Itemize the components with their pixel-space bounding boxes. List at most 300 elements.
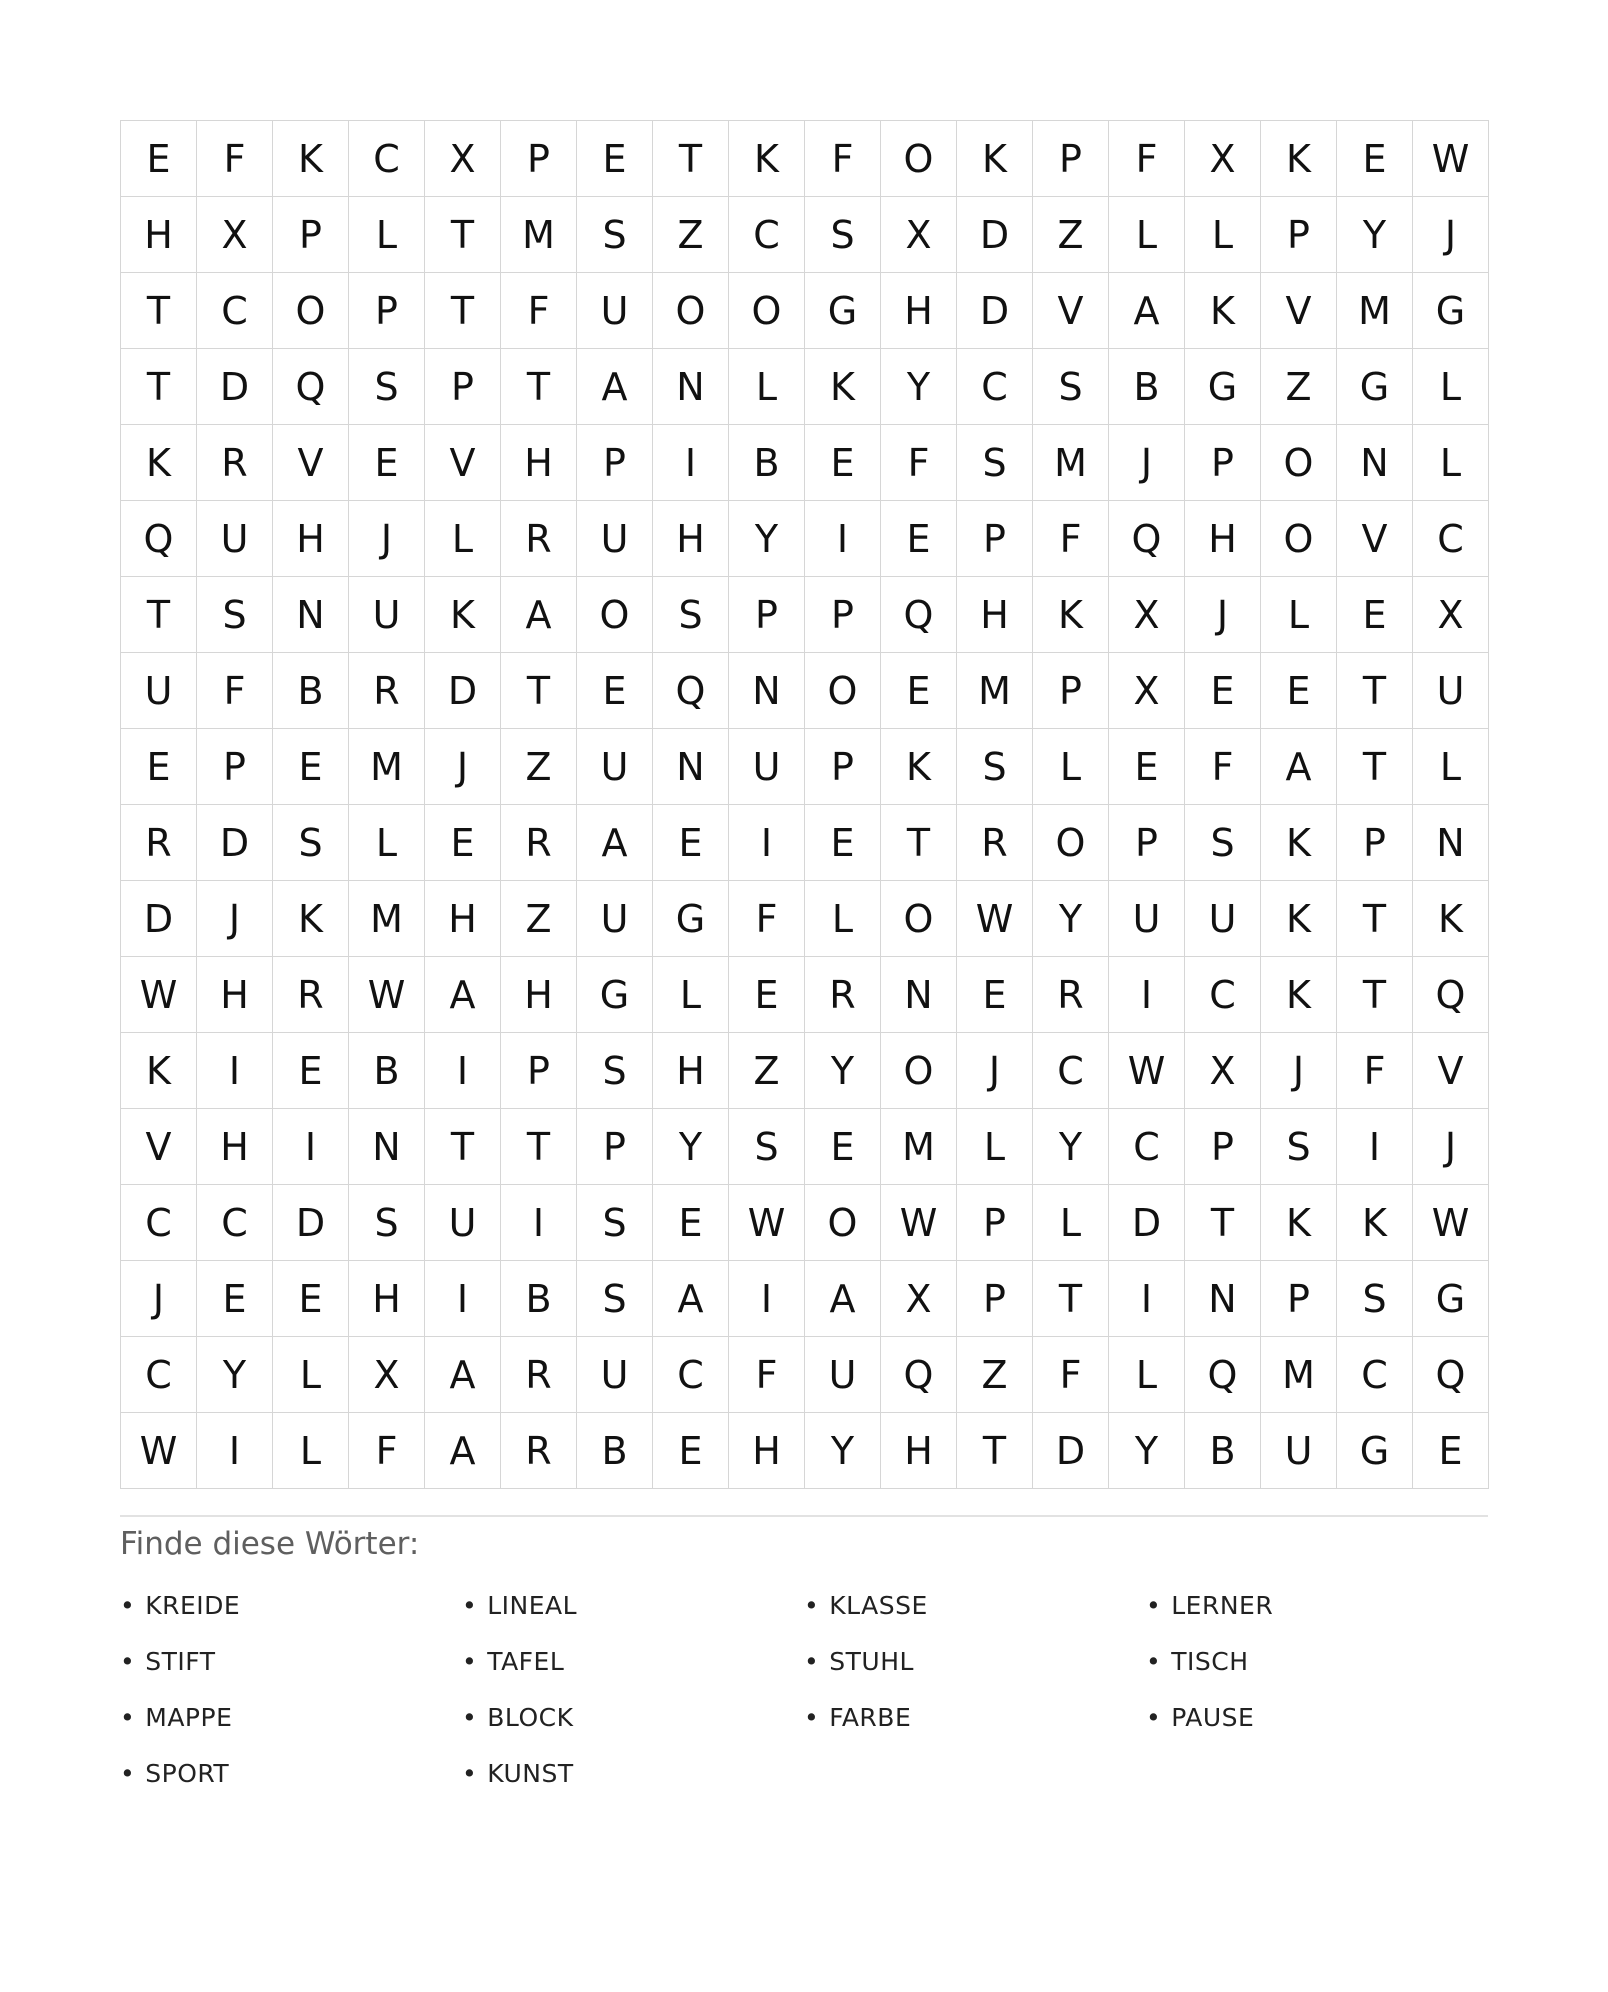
grid-cell[interactable]: H: [197, 1109, 273, 1185]
grid-cell[interactable]: D: [121, 881, 197, 957]
grid-cell[interactable]: N: [1413, 805, 1489, 881]
grid-cell[interactable]: X: [881, 1261, 957, 1337]
grid-cell[interactable]: T: [121, 349, 197, 425]
grid-cell[interactable]: K: [1261, 121, 1337, 197]
grid-cell[interactable]: O: [273, 273, 349, 349]
grid-cell[interactable]: Y: [1337, 197, 1413, 273]
grid-cell[interactable]: D: [1033, 1413, 1109, 1489]
grid-cell[interactable]: U: [805, 1337, 881, 1413]
grid-cell[interactable]: W: [957, 881, 1033, 957]
grid-cell[interactable]: F: [197, 653, 273, 729]
grid-cell[interactable]: R: [121, 805, 197, 881]
grid-cell[interactable]: F: [805, 121, 881, 197]
grid-cell[interactable]: R: [273, 957, 349, 1033]
grid-cell[interactable]: P: [425, 349, 501, 425]
grid-cell[interactable]: Y: [805, 1033, 881, 1109]
grid-cell[interactable]: Y: [1033, 1109, 1109, 1185]
grid-cell[interactable]: K: [805, 349, 881, 425]
grid-cell[interactable]: T: [1185, 1185, 1261, 1261]
grid-cell[interactable]: Z: [501, 881, 577, 957]
grid-cell[interactable]: L: [653, 957, 729, 1033]
grid-cell[interactable]: T: [121, 577, 197, 653]
grid-cell[interactable]: J: [1413, 1109, 1489, 1185]
grid-cell[interactable]: T: [501, 1109, 577, 1185]
grid-cell[interactable]: S: [577, 1185, 653, 1261]
grid-cell[interactable]: B: [1109, 349, 1185, 425]
grid-cell[interactable]: P: [805, 729, 881, 805]
grid-cell[interactable]: L: [1033, 1185, 1109, 1261]
grid-cell[interactable]: A: [1261, 729, 1337, 805]
grid-cell[interactable]: Y: [805, 1413, 881, 1489]
grid-cell[interactable]: O: [1033, 805, 1109, 881]
grid-cell[interactable]: I: [273, 1109, 349, 1185]
grid-cell[interactable]: Z: [501, 729, 577, 805]
grid-cell[interactable]: U: [577, 501, 653, 577]
grid-cell[interactable]: H: [425, 881, 501, 957]
grid-cell[interactable]: O: [881, 1033, 957, 1109]
grid-cell[interactable]: T: [425, 273, 501, 349]
grid-cell[interactable]: Q: [1413, 1337, 1489, 1413]
grid-cell[interactable]: S: [805, 197, 881, 273]
grid-cell[interactable]: W: [121, 1413, 197, 1489]
grid-cell[interactable]: N: [881, 957, 957, 1033]
grid-cell[interactable]: U: [1261, 1413, 1337, 1489]
grid-cell[interactable]: B: [349, 1033, 425, 1109]
grid-cell[interactable]: Q: [121, 501, 197, 577]
grid-cell[interactable]: O: [805, 1185, 881, 1261]
grid-cell[interactable]: A: [425, 1337, 501, 1413]
grid-cell[interactable]: C: [121, 1337, 197, 1413]
grid-cell[interactable]: T: [1033, 1261, 1109, 1337]
grid-cell[interactable]: I: [729, 1261, 805, 1337]
grid-cell[interactable]: I: [425, 1033, 501, 1109]
grid-cell[interactable]: O: [1261, 501, 1337, 577]
grid-cell[interactable]: S: [653, 577, 729, 653]
grid-cell[interactable]: X: [1109, 577, 1185, 653]
grid-cell[interactable]: Y: [1109, 1413, 1185, 1489]
grid-cell[interactable]: U: [121, 653, 197, 729]
grid-cell[interactable]: G: [653, 881, 729, 957]
grid-cell[interactable]: J: [957, 1033, 1033, 1109]
grid-cell[interactable]: H: [881, 273, 957, 349]
grid-cell[interactable]: F: [729, 1337, 805, 1413]
grid-cell[interactable]: S: [577, 1261, 653, 1337]
grid-cell[interactable]: D: [957, 273, 1033, 349]
grid-cell[interactable]: I: [1109, 1261, 1185, 1337]
grid-cell[interactable]: B: [1185, 1413, 1261, 1489]
grid-cell[interactable]: P: [577, 425, 653, 501]
grid-cell[interactable]: W: [349, 957, 425, 1033]
grid-cell[interactable]: Q: [653, 653, 729, 729]
grid-cell[interactable]: G: [577, 957, 653, 1033]
grid-cell[interactable]: C: [653, 1337, 729, 1413]
grid-cell[interactable]: P: [1185, 425, 1261, 501]
grid-cell[interactable]: H: [1185, 501, 1261, 577]
grid-cell[interactable]: C: [1033, 1033, 1109, 1109]
grid-cell[interactable]: W: [1413, 1185, 1489, 1261]
grid-cell[interactable]: F: [349, 1413, 425, 1489]
grid-cell[interactable]: C: [729, 197, 805, 273]
grid-cell[interactable]: C: [1413, 501, 1489, 577]
grid-cell[interactable]: L: [349, 805, 425, 881]
grid-cell[interactable]: K: [957, 121, 1033, 197]
grid-cell[interactable]: U: [1109, 881, 1185, 957]
grid-cell[interactable]: X: [349, 1337, 425, 1413]
grid-cell[interactable]: R: [957, 805, 1033, 881]
grid-cell[interactable]: E: [349, 425, 425, 501]
grid-cell[interactable]: E: [577, 653, 653, 729]
grid-cell[interactable]: V: [425, 425, 501, 501]
grid-cell[interactable]: O: [1261, 425, 1337, 501]
grid-cell[interactable]: J: [121, 1261, 197, 1337]
grid-cell[interactable]: P: [197, 729, 273, 805]
grid-cell[interactable]: A: [577, 349, 653, 425]
grid-cell[interactable]: T: [425, 197, 501, 273]
grid-cell[interactable]: C: [1109, 1109, 1185, 1185]
grid-cell[interactable]: F: [1337, 1033, 1413, 1109]
grid-cell[interactable]: W: [1109, 1033, 1185, 1109]
grid-cell[interactable]: C: [1337, 1337, 1413, 1413]
grid-cell[interactable]: E: [653, 1185, 729, 1261]
grid-cell[interactable]: M: [957, 653, 1033, 729]
grid-cell[interactable]: Q: [1413, 957, 1489, 1033]
grid-cell[interactable]: S: [273, 805, 349, 881]
grid-cell[interactable]: H: [349, 1261, 425, 1337]
grid-cell[interactable]: S: [1337, 1261, 1413, 1337]
grid-cell[interactable]: E: [273, 1261, 349, 1337]
grid-cell[interactable]: I: [729, 805, 805, 881]
grid-cell[interactable]: I: [1337, 1109, 1413, 1185]
grid-cell[interactable]: H: [957, 577, 1033, 653]
grid-cell[interactable]: L: [1033, 729, 1109, 805]
grid-cell[interactable]: K: [1185, 273, 1261, 349]
grid-cell[interactable]: X: [881, 197, 957, 273]
grid-cell[interactable]: Y: [1033, 881, 1109, 957]
grid-cell[interactable]: P: [1261, 1261, 1337, 1337]
grid-cell[interactable]: G: [1413, 273, 1489, 349]
grid-cell[interactable]: S: [577, 1033, 653, 1109]
grid-cell[interactable]: S: [1185, 805, 1261, 881]
grid-cell[interactable]: Q: [1185, 1337, 1261, 1413]
grid-cell[interactable]: V: [1413, 1033, 1489, 1109]
grid-cell[interactable]: P: [957, 501, 1033, 577]
grid-cell[interactable]: M: [1337, 273, 1413, 349]
grid-cell[interactable]: A: [805, 1261, 881, 1337]
grid-cell[interactable]: P: [577, 1109, 653, 1185]
grid-cell[interactable]: T: [501, 653, 577, 729]
grid-cell[interactable]: S: [957, 425, 1033, 501]
grid-cell[interactable]: D: [273, 1185, 349, 1261]
grid-cell[interactable]: F: [501, 273, 577, 349]
grid-cell[interactable]: J: [1185, 577, 1261, 653]
grid-cell[interactable]: L: [1261, 577, 1337, 653]
grid-cell[interactable]: P: [501, 1033, 577, 1109]
grid-cell[interactable]: X: [1109, 653, 1185, 729]
grid-cell[interactable]: O: [577, 577, 653, 653]
grid-cell[interactable]: R: [349, 653, 425, 729]
grid-cell[interactable]: P: [957, 1185, 1033, 1261]
grid-cell[interactable]: H: [273, 501, 349, 577]
grid-cell[interactable]: J: [1109, 425, 1185, 501]
grid-cell[interactable]: L: [425, 501, 501, 577]
grid-cell[interactable]: S: [577, 197, 653, 273]
grid-cell[interactable]: P: [729, 577, 805, 653]
grid-cell[interactable]: U: [577, 273, 653, 349]
grid-cell[interactable]: O: [653, 273, 729, 349]
grid-cell[interactable]: E: [1337, 121, 1413, 197]
grid-cell[interactable]: X: [1413, 577, 1489, 653]
grid-cell[interactable]: H: [881, 1413, 957, 1489]
grid-cell[interactable]: A: [653, 1261, 729, 1337]
grid-cell[interactable]: A: [1109, 273, 1185, 349]
grid-cell[interactable]: P: [349, 273, 425, 349]
grid-cell[interactable]: L: [729, 349, 805, 425]
grid-cell[interactable]: P: [273, 197, 349, 273]
grid-cell[interactable]: B: [501, 1261, 577, 1337]
grid-cell[interactable]: U: [1413, 653, 1489, 729]
grid-cell[interactable]: L: [805, 881, 881, 957]
grid-cell[interactable]: J: [1261, 1033, 1337, 1109]
grid-cell[interactable]: F: [881, 425, 957, 501]
grid-cell[interactable]: E: [273, 1033, 349, 1109]
grid-cell[interactable]: S: [349, 1185, 425, 1261]
grid-cell[interactable]: P: [1261, 197, 1337, 273]
grid-cell[interactable]: E: [273, 729, 349, 805]
grid-cell[interactable]: F: [197, 121, 273, 197]
grid-cell[interactable]: E: [1261, 653, 1337, 729]
grid-cell[interactable]: D: [197, 349, 273, 425]
grid-cell[interactable]: K: [1413, 881, 1489, 957]
grid-cell[interactable]: E: [1109, 729, 1185, 805]
grid-cell[interactable]: P: [1109, 805, 1185, 881]
grid-cell[interactable]: U: [349, 577, 425, 653]
grid-cell[interactable]: E: [805, 425, 881, 501]
grid-cell[interactable]: E: [729, 957, 805, 1033]
grid-cell[interactable]: D: [197, 805, 273, 881]
grid-cell[interactable]: H: [197, 957, 273, 1033]
grid-cell[interactable]: N: [273, 577, 349, 653]
grid-cell[interactable]: G: [1337, 349, 1413, 425]
grid-cell[interactable]: L: [957, 1109, 1033, 1185]
grid-cell[interactable]: G: [1337, 1413, 1413, 1489]
grid-cell[interactable]: L: [1413, 425, 1489, 501]
grid-cell[interactable]: Q: [881, 577, 957, 653]
grid-cell[interactable]: L: [273, 1337, 349, 1413]
grid-cell[interactable]: A: [501, 577, 577, 653]
grid-cell[interactable]: Y: [653, 1109, 729, 1185]
grid-cell[interactable]: B: [273, 653, 349, 729]
grid-cell[interactable]: P: [1337, 805, 1413, 881]
grid-cell[interactable]: P: [1033, 653, 1109, 729]
grid-cell[interactable]: Q: [1109, 501, 1185, 577]
grid-cell[interactable]: E: [881, 653, 957, 729]
grid-cell[interactable]: M: [349, 729, 425, 805]
grid-cell[interactable]: G: [805, 273, 881, 349]
grid-cell[interactable]: C: [957, 349, 1033, 425]
grid-cell[interactable]: X: [197, 197, 273, 273]
grid-cell[interactable]: L: [1109, 197, 1185, 273]
grid-cell[interactable]: U: [577, 881, 653, 957]
grid-cell[interactable]: F: [1185, 729, 1261, 805]
grid-cell[interactable]: E: [425, 805, 501, 881]
grid-cell[interactable]: E: [881, 501, 957, 577]
grid-cell[interactable]: W: [1413, 121, 1489, 197]
grid-cell[interactable]: C: [197, 1185, 273, 1261]
grid-cell[interactable]: L: [1185, 197, 1261, 273]
grid-cell[interactable]: J: [425, 729, 501, 805]
grid-cell[interactable]: N: [349, 1109, 425, 1185]
grid-cell[interactable]: E: [653, 805, 729, 881]
grid-cell[interactable]: V: [121, 1109, 197, 1185]
grid-cell[interactable]: X: [425, 121, 501, 197]
grid-cell[interactable]: V: [1337, 501, 1413, 577]
grid-cell[interactable]: X: [1185, 121, 1261, 197]
grid-cell[interactable]: T: [425, 1109, 501, 1185]
grid-cell[interactable]: I: [805, 501, 881, 577]
grid-cell[interactable]: Z: [729, 1033, 805, 1109]
grid-cell[interactable]: M: [881, 1109, 957, 1185]
grid-cell[interactable]: F: [1109, 121, 1185, 197]
grid-cell[interactable]: Z: [957, 1337, 1033, 1413]
grid-cell[interactable]: N: [653, 349, 729, 425]
grid-cell[interactable]: W: [881, 1185, 957, 1261]
grid-cell[interactable]: E: [577, 121, 653, 197]
grid-cell[interactable]: K: [1261, 957, 1337, 1033]
grid-cell[interactable]: E: [957, 957, 1033, 1033]
grid-cell[interactable]: N: [729, 653, 805, 729]
grid-cell[interactable]: Z: [1033, 197, 1109, 273]
grid-cell[interactable]: U: [729, 729, 805, 805]
grid-cell[interactable]: M: [1261, 1337, 1337, 1413]
grid-cell[interactable]: L: [1109, 1337, 1185, 1413]
grid-cell[interactable]: Q: [273, 349, 349, 425]
grid-cell[interactable]: A: [577, 805, 653, 881]
grid-cell[interactable]: M: [349, 881, 425, 957]
grid-cell[interactable]: V: [1261, 273, 1337, 349]
grid-cell[interactable]: P: [501, 121, 577, 197]
grid-cell[interactable]: I: [501, 1185, 577, 1261]
grid-cell[interactable]: O: [729, 273, 805, 349]
grid-cell[interactable]: G: [1185, 349, 1261, 425]
grid-cell[interactable]: K: [425, 577, 501, 653]
grid-cell[interactable]: T: [881, 805, 957, 881]
grid-cell[interactable]: K: [1261, 1185, 1337, 1261]
grid-cell[interactable]: J: [349, 501, 425, 577]
grid-cell[interactable]: G: [1413, 1261, 1489, 1337]
grid-cell[interactable]: E: [121, 121, 197, 197]
grid-cell[interactable]: N: [1337, 425, 1413, 501]
grid-cell[interactable]: I: [197, 1413, 273, 1489]
grid-cell[interactable]: C: [1185, 957, 1261, 1033]
grid-cell[interactable]: I: [197, 1033, 273, 1109]
grid-cell[interactable]: W: [729, 1185, 805, 1261]
grid-cell[interactable]: D: [425, 653, 501, 729]
grid-cell[interactable]: Q: [881, 1337, 957, 1413]
grid-cell[interactable]: K: [121, 425, 197, 501]
grid-cell[interactable]: E: [197, 1261, 273, 1337]
grid-cell[interactable]: E: [121, 729, 197, 805]
grid-cell[interactable]: M: [1033, 425, 1109, 501]
grid-cell[interactable]: K: [121, 1033, 197, 1109]
grid-cell[interactable]: R: [197, 425, 273, 501]
grid-cell[interactable]: K: [1261, 881, 1337, 957]
grid-cell[interactable]: P: [805, 577, 881, 653]
grid-cell[interactable]: K: [1337, 1185, 1413, 1261]
grid-cell[interactable]: I: [1109, 957, 1185, 1033]
grid-cell[interactable]: H: [501, 957, 577, 1033]
grid-cell[interactable]: E: [653, 1413, 729, 1489]
grid-cell[interactable]: B: [577, 1413, 653, 1489]
grid-cell[interactable]: O: [881, 121, 957, 197]
grid-cell[interactable]: T: [1337, 653, 1413, 729]
grid-cell[interactable]: Z: [653, 197, 729, 273]
grid-cell[interactable]: F: [1033, 1337, 1109, 1413]
grid-cell[interactable]: H: [729, 1413, 805, 1489]
grid-cell[interactable]: K: [273, 881, 349, 957]
grid-cell[interactable]: A: [425, 957, 501, 1033]
grid-cell[interactable]: S: [1261, 1109, 1337, 1185]
grid-cell[interactable]: P: [957, 1261, 1033, 1337]
grid-cell[interactable]: P: [1185, 1109, 1261, 1185]
grid-cell[interactable]: T: [1337, 729, 1413, 805]
grid-cell[interactable]: F: [1033, 501, 1109, 577]
grid-cell[interactable]: R: [501, 501, 577, 577]
grid-cell[interactable]: E: [805, 805, 881, 881]
grid-cell[interactable]: K: [1261, 805, 1337, 881]
grid-cell[interactable]: N: [1185, 1261, 1261, 1337]
grid-cell[interactable]: T: [501, 349, 577, 425]
grid-cell[interactable]: O: [881, 881, 957, 957]
grid-cell[interactable]: E: [1413, 1413, 1489, 1489]
grid-cell[interactable]: K: [881, 729, 957, 805]
grid-cell[interactable]: L: [273, 1413, 349, 1489]
grid-cell[interactable]: C: [121, 1185, 197, 1261]
grid-cell[interactable]: H: [121, 197, 197, 273]
grid-cell[interactable]: T: [1337, 881, 1413, 957]
grid-cell[interactable]: K: [273, 121, 349, 197]
grid-cell[interactable]: L: [1413, 729, 1489, 805]
grid-cell[interactable]: P: [1033, 121, 1109, 197]
grid-cell[interactable]: H: [653, 501, 729, 577]
grid-cell[interactable]: R: [501, 805, 577, 881]
grid-cell[interactable]: R: [501, 1337, 577, 1413]
grid-cell[interactable]: S: [349, 349, 425, 425]
grid-cell[interactable]: T: [653, 121, 729, 197]
grid-cell[interactable]: D: [1109, 1185, 1185, 1261]
grid-cell[interactable]: U: [197, 501, 273, 577]
grid-cell[interactable]: C: [349, 121, 425, 197]
grid-cell[interactable]: S: [729, 1109, 805, 1185]
grid-cell[interactable]: U: [1185, 881, 1261, 957]
grid-cell[interactable]: C: [197, 273, 273, 349]
grid-cell[interactable]: A: [425, 1413, 501, 1489]
grid-cell[interactable]: L: [1413, 349, 1489, 425]
grid-cell[interactable]: T: [957, 1413, 1033, 1489]
grid-cell[interactable]: B: [729, 425, 805, 501]
grid-cell[interactable]: J: [1413, 197, 1489, 273]
grid-cell[interactable]: K: [729, 121, 805, 197]
grid-cell[interactable]: T: [121, 273, 197, 349]
grid-cell[interactable]: J: [197, 881, 273, 957]
grid-cell[interactable]: I: [425, 1261, 501, 1337]
grid-cell[interactable]: E: [1337, 577, 1413, 653]
grid-cell[interactable]: E: [1185, 653, 1261, 729]
grid-cell[interactable]: M: [501, 197, 577, 273]
grid-cell[interactable]: S: [1033, 349, 1109, 425]
grid-cell[interactable]: U: [577, 729, 653, 805]
grid-cell[interactable]: V: [273, 425, 349, 501]
grid-cell[interactable]: Z: [1261, 349, 1337, 425]
